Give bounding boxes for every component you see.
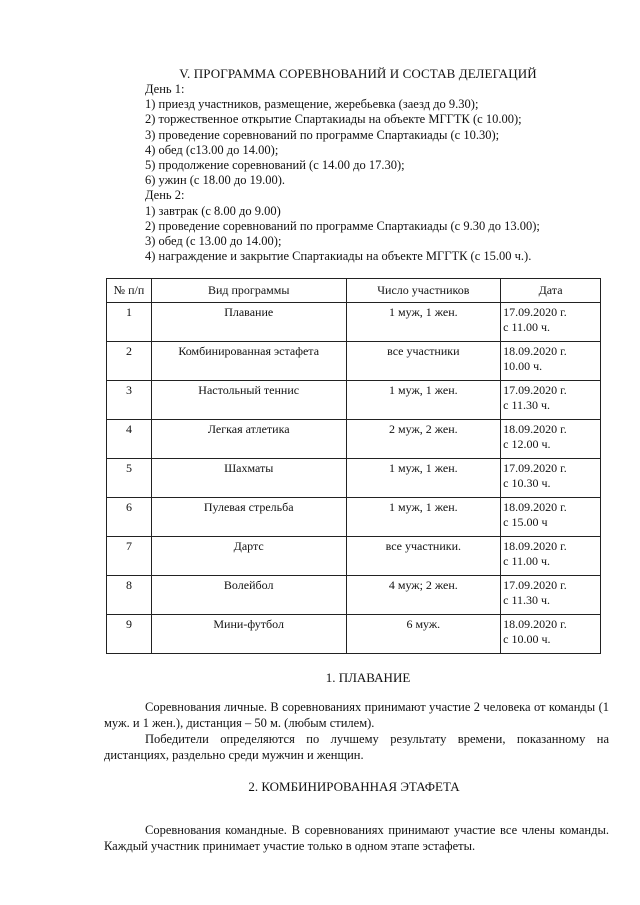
cell-number: 8	[107, 576, 152, 615]
date-line: 18.09.2020 г.	[503, 617, 567, 631]
program-line: 1) завтрак (с 8.00 до 9.00)	[145, 203, 281, 218]
cell-participants: 1 муж, 1 жен.	[346, 498, 501, 537]
cell-date	[501, 420, 601, 459]
date-line: 18.09.2020 г.	[503, 539, 567, 553]
program-line: 6) ужин (с 18.00 до 19.00).	[145, 173, 285, 188]
cell-number: 3	[107, 381, 152, 420]
date-line: 18.09.2020 г.	[503, 344, 567, 358]
cell-date	[501, 615, 601, 654]
paragraph-text: Соревнования личные. В соревнованиях принимают участие 2 человека от команды (1 муж. и 1 жен.), дистанция – 50 м. (любым стилем).	[104, 700, 609, 730]
header-date: Дата	[501, 279, 601, 303]
program-line: 5) продолжение соревнований (с 14.00 до 17.30);	[145, 157, 405, 172]
cell-participants: 4 муж; 2 жен.	[346, 576, 501, 615]
cell-sport: Шахматы	[151, 459, 346, 498]
program-line: День 2:	[145, 188, 185, 203]
program-line: 2) проведение соревнований по программе Спартакиады (с 9.30 до 13.00);	[145, 218, 540, 233]
program-line: 4) обед (с13.00 до 14.00);	[145, 142, 279, 157]
date-line: 17.09.2020 г.	[503, 461, 567, 475]
time-line: с 10.00 ч.	[503, 632, 551, 646]
program-line: 1) приезд участников, размещение, жеребьевка (заезд до 9.30);	[145, 97, 479, 112]
program-line: 2) торжественное открытие Спартакиады на объекте МГГТК (с 10.00);	[145, 112, 522, 127]
table-row	[107, 303, 601, 342]
cell-sport: Волейбол	[151, 576, 346, 615]
paragraph-text: Победители определяются по лучшему результату времени, показанному на дистанциях, раздельно среди мужчин и женщин.	[104, 732, 609, 762]
time-line: с 15.00 ч	[503, 515, 548, 529]
cell-number: 4	[107, 420, 152, 459]
program-line: 4) награждение и закрытие Спартакиады на объекте МГГТК (с 15.00 ч.).	[145, 249, 532, 264]
cell-number: 9	[107, 615, 152, 654]
time-line: с 11.00 ч.	[503, 320, 551, 334]
cell-number: 2	[107, 342, 152, 381]
time-line: с 11.30 ч.	[503, 398, 551, 412]
header-sport: Вид программы	[151, 279, 346, 303]
cell-date	[501, 342, 601, 381]
cell-sport: Легкая атлетика	[151, 420, 346, 459]
cell-sport: Дартс	[151, 537, 346, 576]
program-line: 3) обед (с 13.00 до 14.00);	[145, 233, 282, 248]
cell-date	[501, 303, 601, 342]
cell-date	[501, 498, 601, 537]
cell-date	[501, 537, 601, 576]
time-line: 10.00 ч.	[503, 359, 543, 373]
time-line: с 10.30 ч.	[503, 476, 551, 490]
table-row	[107, 537, 601, 576]
program-schedule	[145, 82, 615, 264]
table-row	[107, 615, 601, 654]
cell-date	[501, 459, 601, 498]
cell-number: 7	[107, 537, 152, 576]
program-line: День 1:	[145, 82, 185, 96]
header-number: № п/п	[107, 279, 152, 303]
cell-participants: 1 муж, 1 жен.	[346, 459, 501, 498]
cell-sport: Мини-футбол	[151, 615, 346, 654]
cell-participants: 2 муж, 2 жен.	[346, 420, 501, 459]
program-line: 3) проведение соревнований по программе Спартакиады (с 10.30);	[145, 127, 500, 142]
table-header-row	[107, 279, 601, 303]
swimming-paragraph-1	[104, 699, 609, 731]
swimming-heading: 1. ПЛАВАНИЕ	[325, 670, 411, 685]
table-row	[107, 459, 601, 498]
cell-sport: Настольный теннис	[151, 381, 346, 420]
section-title: V. ПРОГРАММА СОРЕВНОВАНИЙ И СОСТАВ ДЕЛЕГАЦИЙ	[179, 66, 537, 81]
table-row	[107, 381, 601, 420]
header-participants: Число участников	[346, 279, 501, 303]
table-row	[107, 576, 601, 615]
time-line: с 12.00 ч.	[503, 437, 551, 451]
cell-sport: Пулевая стрельба	[151, 498, 346, 537]
cell-participants: 1 муж, 1 жен.	[346, 303, 501, 342]
cell-number: 1	[107, 303, 152, 342]
table-row	[107, 342, 601, 381]
cell-number: 5	[107, 459, 152, 498]
date-line: 17.09.2020 г.	[503, 305, 567, 319]
time-line: с 11.30 ч.	[503, 593, 551, 607]
relay-paragraph-1	[104, 822, 609, 854]
cell-participants: все участники	[346, 342, 501, 381]
paragraph-text: Соревнования командные. В соревнованиях принимают участие все члены команды. Каждый участник принимает участие только в одном этапе эстафеты.	[104, 823, 609, 853]
cell-sport: Плавание	[151, 303, 346, 342]
cell-sport: Комбинированная эстафета	[151, 342, 346, 381]
cell-participants: 6 муж.	[346, 615, 501, 654]
cell-date	[501, 576, 601, 615]
cell-date	[501, 381, 601, 420]
relay-heading: 2. КОМБИНИРОВАННАЯ ЭТАФЕТА	[248, 779, 460, 794]
cell-number: 6	[107, 498, 152, 537]
competition-table	[106, 278, 601, 654]
date-line: 17.09.2020 г.	[503, 383, 567, 397]
table-row	[107, 420, 601, 459]
date-line: 18.09.2020 г.	[503, 422, 567, 436]
time-line: с 11.00 ч.	[503, 554, 551, 568]
cell-participants: 1 муж, 1 жен.	[346, 381, 501, 420]
date-line: 17.09.2020 г.	[503, 578, 567, 592]
date-line: 18.09.2020 г.	[503, 500, 567, 514]
swimming-paragraph-2	[104, 731, 609, 763]
table-row	[107, 498, 601, 537]
cell-participants: все участники.	[346, 537, 501, 576]
